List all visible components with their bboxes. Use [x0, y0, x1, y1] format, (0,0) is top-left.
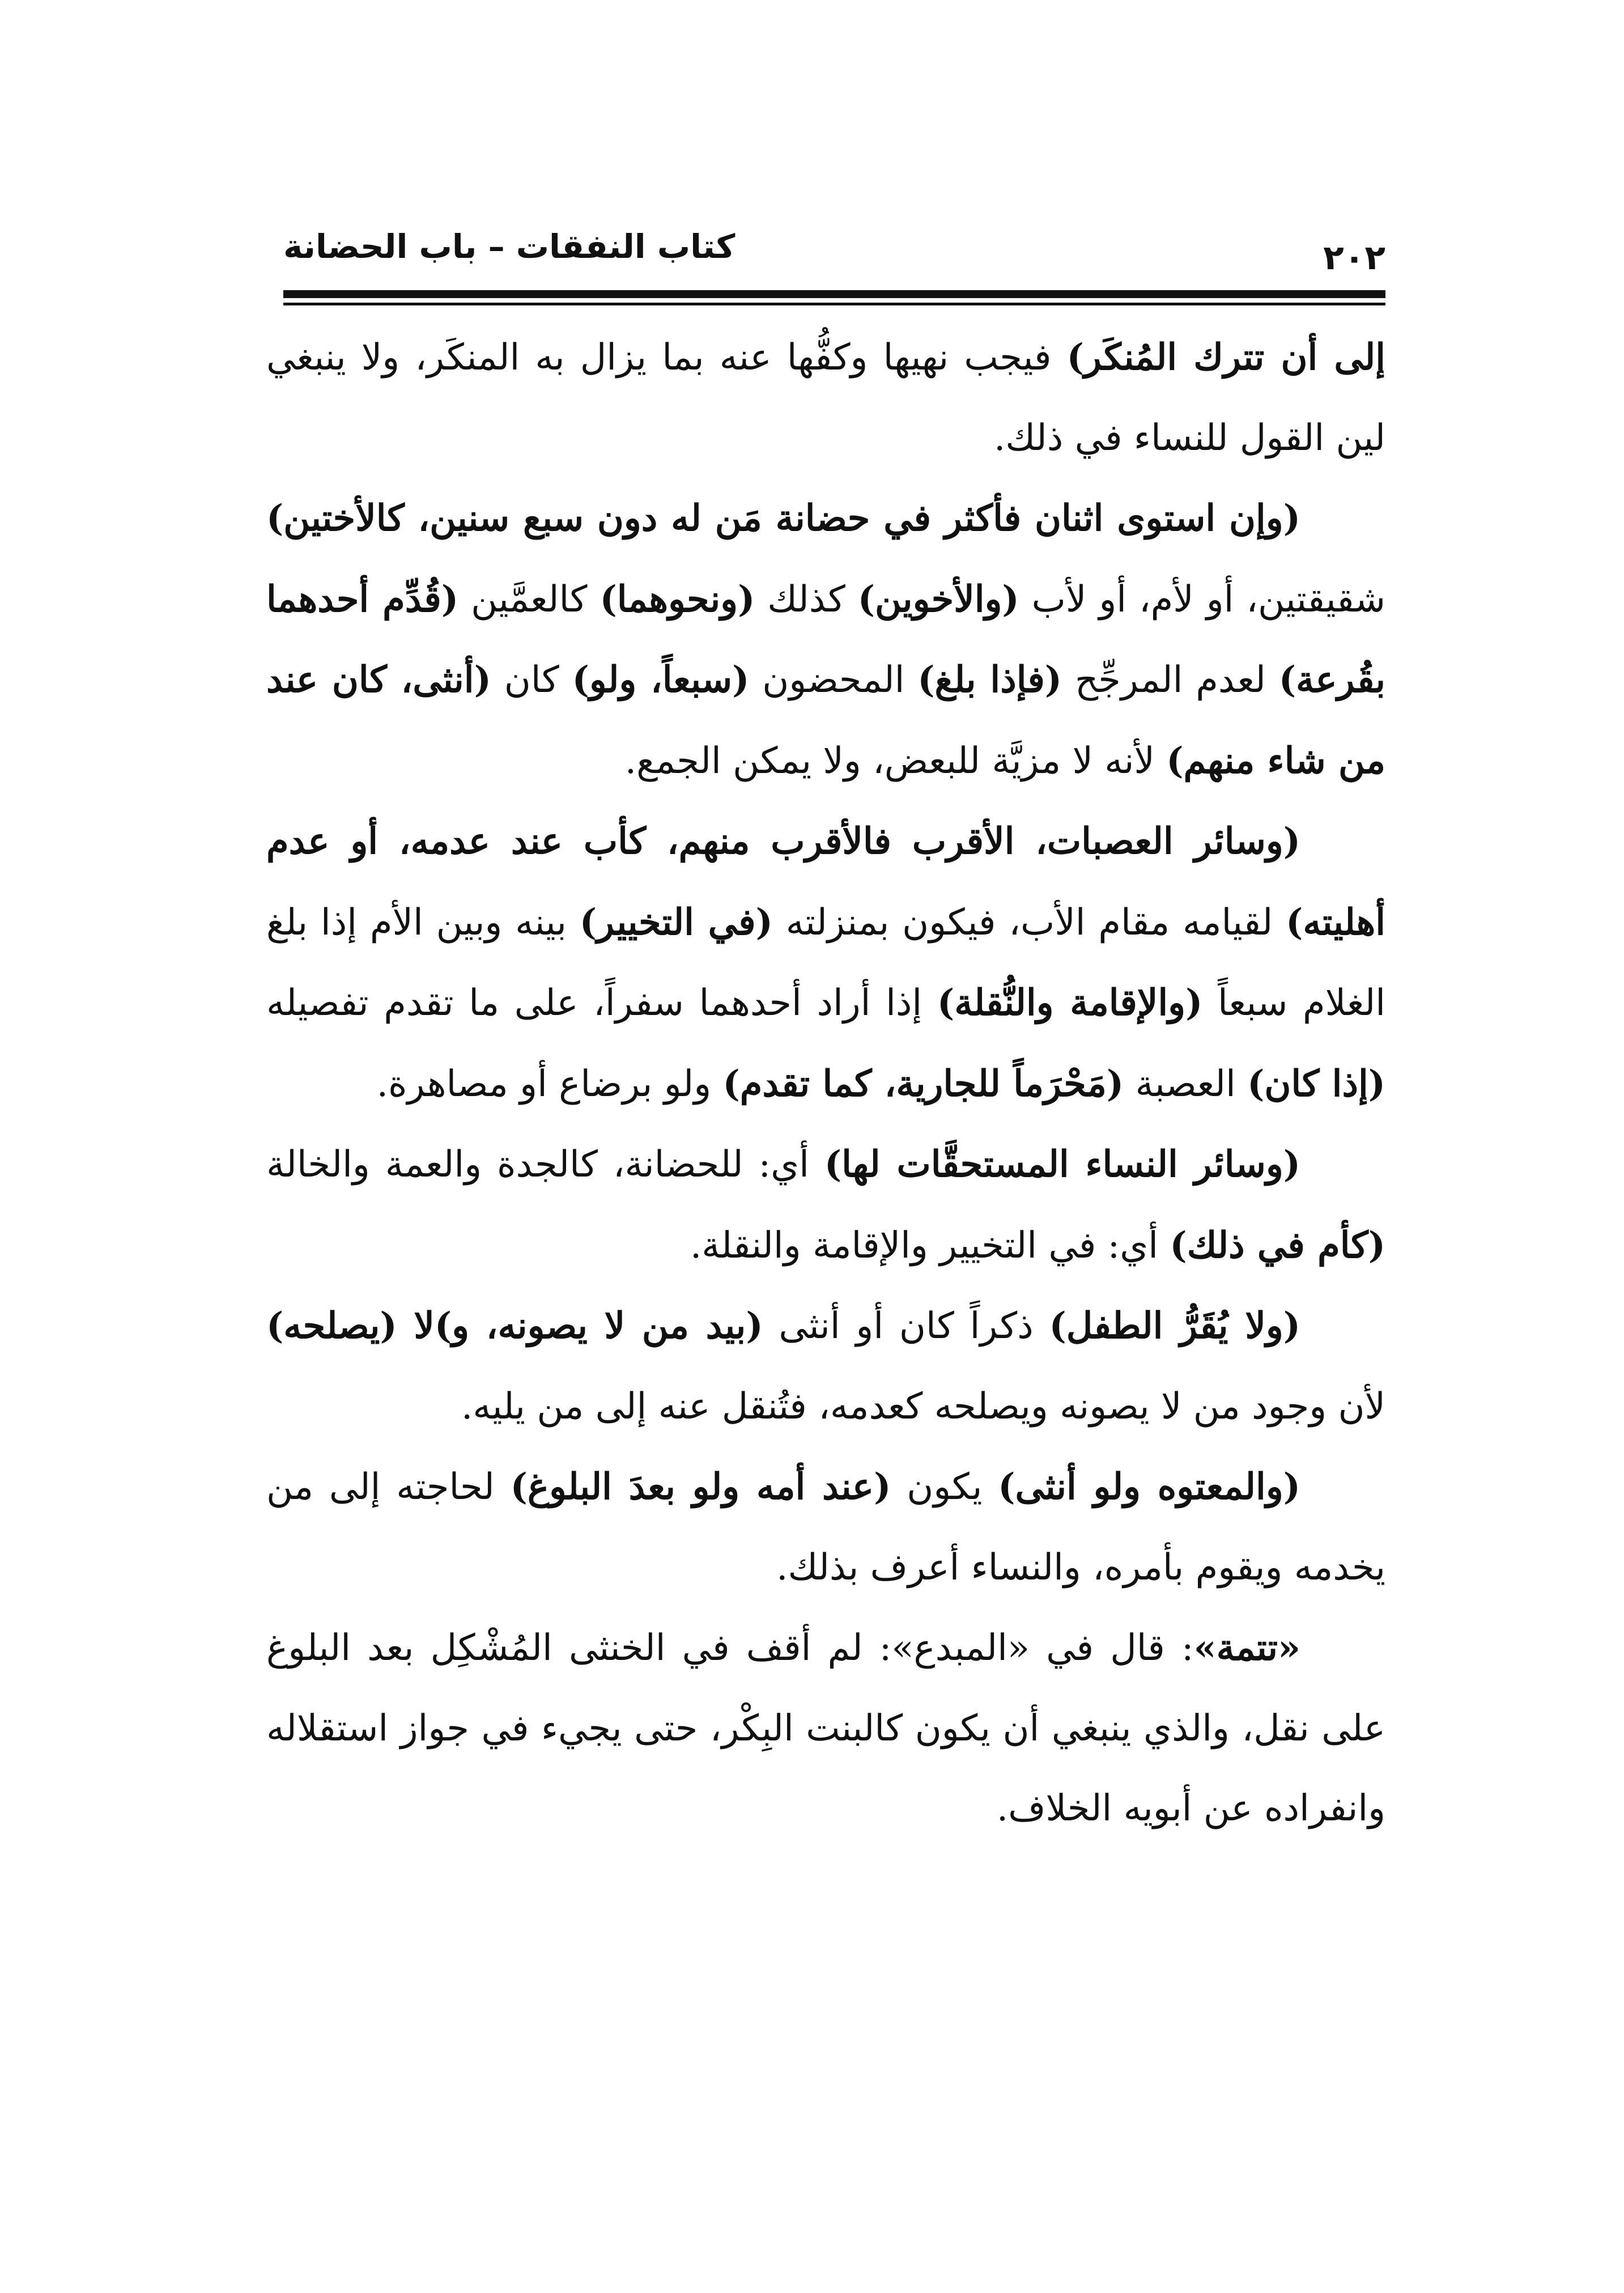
- matn-text: (في التخيير): [579, 901, 773, 944]
- commentary-text: شقيقتين، أو لأم، أو لأب: [1019, 578, 1385, 621]
- running-title: كتاب النفقات – باب الحضانة: [283, 227, 736, 266]
- body-paragraph: [266, 1286, 1385, 1447]
- header-rule-thick: [283, 290, 1385, 298]
- commentary-text: كذلك: [755, 578, 858, 621]
- commentary-text: المحضون: [749, 659, 918, 701]
- commentary-text: العصبة: [1124, 1063, 1248, 1105]
- matn-text: (وسائر العصبات، الأقرب فالأقرب منهم، كأب عند عدمه، أو عدم أهليته): [266, 820, 1385, 944]
- matn-text: «تتمة»: [1193, 1627, 1301, 1669]
- matn-text: (أنثى، كان عند من شاء منهم): [266, 659, 1385, 782]
- matn-text: (كأم في ذلك): [1170, 1224, 1385, 1267]
- matn-text: (عند أمه ولو بعدَ البلوغ): [510, 1466, 891, 1508]
- commentary-text: لقيامه مقام الأب، فيكون بمنزلته: [772, 901, 1286, 944]
- commentary-text: أي: للحضانة، كالجدة والعمة والخالة: [266, 1144, 824, 1186]
- matn-text: (والمعتوه ولو أنثى): [998, 1466, 1301, 1508]
- commentary-text: كالعمَّين: [458, 578, 600, 621]
- commentary-text: فيجب نهيها وكفُّها عنه بما يزال به المنكَر، ولا ينبغي لين القول للنساء في ذلك.: [266, 337, 1385, 459]
- body-paragraph: [266, 317, 1385, 478]
- commentary-text: بينه وبين الأم إذا بلغ الغلام سبعاً: [266, 901, 1385, 1024]
- matn-text: (وإن استوى اثنان فأكثر في حضانة مَن له دون سبع سنين، كالأختين): [266, 497, 1300, 540]
- body-text: [266, 317, 1385, 2029]
- commentary-text: لعدم المرجِّح: [1062, 659, 1279, 701]
- body-paragraph: [266, 1608, 1385, 1849]
- header-rule-thin: [283, 303, 1385, 305]
- commentary-text: كان: [491, 659, 572, 701]
- commentary-text: لأنه لا مزيَّة للبعض، ولا يمكن الجمع.: [624, 740, 1167, 782]
- page-number: ٢٠٢: [1323, 238, 1385, 278]
- commentary-text: أي: في التخيير والإقامة والنقلة.: [690, 1224, 1170, 1267]
- commentary-text: يكون: [891, 1466, 998, 1508]
- commentary-text: ذكراً كان أو أنثى: [763, 1305, 1049, 1347]
- matn-text: (سبعاً، ولو): [572, 659, 750, 701]
- body-paragraph: [266, 478, 1385, 801]
- commentary-text: لأن وجود من لا يصونه ويصلحه كعدمه، فتُنقل عنه إلى من يليه.: [461, 1385, 1385, 1428]
- matn-text: (مَحْرَماً للجارية، كما تقدم): [722, 1062, 1124, 1105]
- matn-text: إلى أن تترك المُنكَر): [1066, 336, 1385, 379]
- commentary-text: ولو برضاع أو مصاهرة.: [376, 1063, 723, 1105]
- body-paragraph: [266, 1447, 1385, 1608]
- body-paragraph: [266, 801, 1385, 1124]
- matn-text: (وسائر النساء المستحقَّات لها): [824, 1143, 1300, 1186]
- commentary-text: : قال في «المبدع»: لم أقف في الخنثى المُشْكِل بعد البلوغ على نقل، والذي ينبغي أن يكون كالبنت البِكْر، حتى يجيء في جواز استقلاله وانفراده عن أبويه الخلاف.: [266, 1627, 1385, 1829]
- matn-text: (ونحوهما): [600, 578, 755, 621]
- matn-text: (بيد من لا يصونه، و)لا (يصلحه): [266, 1305, 763, 1347]
- matn-text: (فإذا بلغ): [917, 659, 1062, 701]
- body-paragraph: [266, 1124, 1385, 1286]
- matn-text: (والإقامة والنُّقلة): [937, 982, 1203, 1024]
- commentary-text: إذا أراد أحدهما سفراً، على ما تقدم تفصيله: [266, 982, 937, 1024]
- matn-text: (إذا كان): [1247, 1062, 1385, 1105]
- matn-text: (والأخوين): [857, 578, 1019, 621]
- matn-text: (ولا يُقَرُّ الطفل): [1049, 1305, 1301, 1347]
- commentary-text: لحاجته إلى من يخدمه ويقوم بأمره، والنساء أعرف بذلك.: [266, 1466, 1385, 1589]
- matn-text: (قُدِّم أحدهما بقُرعة): [266, 578, 1385, 701]
- page-header: [283, 224, 1385, 286]
